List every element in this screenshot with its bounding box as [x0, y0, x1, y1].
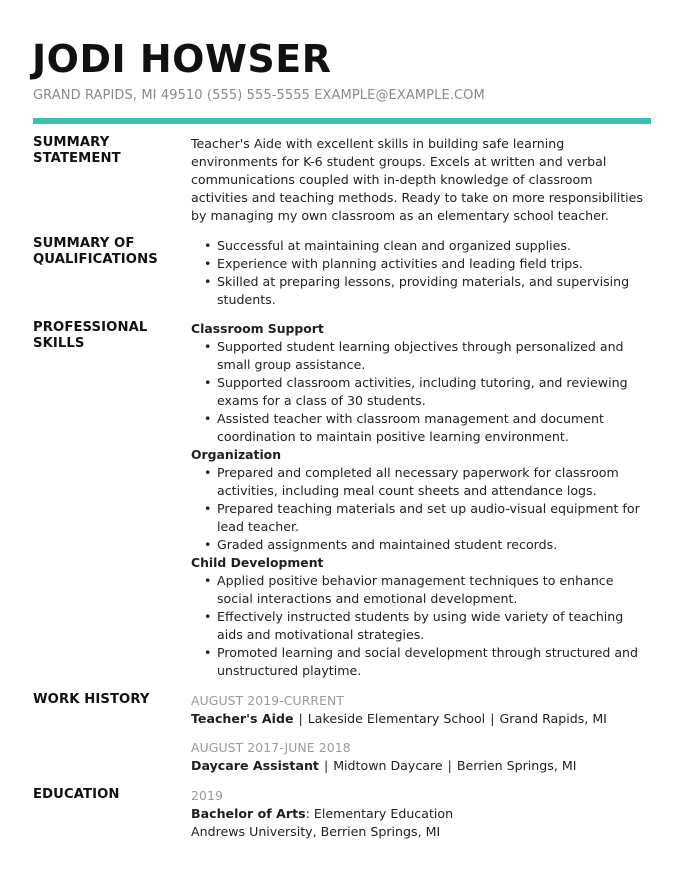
skill-group-list	[191, 338, 653, 446]
education-school: Andrews University, Berrien Springs, MI	[191, 824, 441, 839]
section-title: EDUCATION	[33, 787, 120, 802]
separator: |	[490, 711, 495, 726]
skill-group-list	[191, 572, 653, 680]
section-title: SUMMARY OF QUALIFICATIONS	[33, 236, 158, 267]
skill-group-heading: Organization	[191, 447, 282, 462]
section-title: SUMMARY STATEMENT	[33, 135, 121, 166]
job-company: Lakeside Elementary School	[307, 711, 486, 726]
job-line	[191, 710, 653, 728]
job-location: Grand Rapids, MI	[499, 711, 607, 726]
work-body	[191, 692, 653, 775]
list-item: • Assisted teacher with classroom management and document coordination to maintain positive learning environment.	[191, 410, 653, 446]
education-field: Elementary Education	[313, 806, 454, 821]
list-item: • Effectively instructed students by using wide variety of teaching aids and motivational strategies.	[191, 608, 653, 644]
skill-group-heading: Child Development	[191, 555, 324, 570]
separator: |	[447, 758, 452, 773]
list-item: • Applied positive behavior management techniques to enhance social interactions and emotional development.	[191, 572, 653, 608]
list-item: • Successful at maintaining clean and organized supplies.	[191, 237, 653, 255]
job-location: Berrien Springs, MI	[456, 758, 577, 773]
separator: :	[305, 806, 314, 821]
accent-divider	[33, 118, 651, 124]
list-item: • Skilled at preparing lessons, providing materials, and supervising students.	[191, 273, 653, 309]
skill-group-list	[191, 464, 653, 554]
skills-body	[191, 320, 653, 680]
job-date: AUGUST 2017-JUNE 2018	[191, 740, 351, 755]
list-item: • Experience with planning activities and leading field trips.	[191, 255, 653, 273]
job-date: AUGUST 2019-CURRENT	[191, 693, 345, 708]
summary-paragraph: Teacher's Aide with excellent skills in building safe learning environments for K-6 student groups. Excels at written and verbal communications coupled with in-depth knowledge of classroom activities and teaching methods. Ready to take on more responsibilities by managing my own classroom as an elementary school teacher.	[191, 136, 643, 223]
education-body	[191, 787, 653, 841]
job-company: Midtown Daycare	[333, 758, 443, 773]
education-year: 2019	[191, 788, 223, 803]
list-item: • Supported student learning objectives through personalized and small group assistance.	[191, 338, 653, 374]
qualifications-list-wrap	[191, 237, 653, 309]
section-title: WORK HISTORY	[33, 692, 150, 707]
job-line	[191, 757, 653, 775]
qualifications-list	[191, 237, 653, 309]
separator: |	[298, 711, 303, 726]
list-item: • Prepared and completed all necessary paperwork for classroom activities, including meal count sheets and attendance logs.	[191, 464, 653, 500]
contact-info: GRAND RAPIDS, MI 49510 (555) 555-5555 EXAMPLE@EXAMPLE.COM	[33, 88, 485, 103]
education-degree: Bachelor of Arts	[191, 806, 306, 821]
job-role: Daycare Assistant	[191, 758, 319, 773]
list-item: • Supported classroom activities, including tutoring, and reviewing exams for a class of 30 students.	[191, 374, 653, 410]
section-title: PROFESSIONAL SKILLS	[33, 320, 148, 351]
job-role: Teacher's Aide	[191, 711, 294, 726]
separator: |	[323, 758, 329, 773]
education-degree-line	[191, 805, 653, 823]
skill-group-heading: Classroom Support	[191, 321, 324, 336]
summary-text	[191, 135, 653, 225]
list-item: • Graded assignments and maintained student records.	[191, 536, 653, 554]
candidate-name: JODI HOWSER	[32, 37, 332, 81]
list-item: • Promoted learning and social development through structured and unstructured playtime.	[191, 644, 653, 680]
list-item: • Prepared teaching materials and set up audio-visual equipment for lead teacher.	[191, 500, 653, 536]
